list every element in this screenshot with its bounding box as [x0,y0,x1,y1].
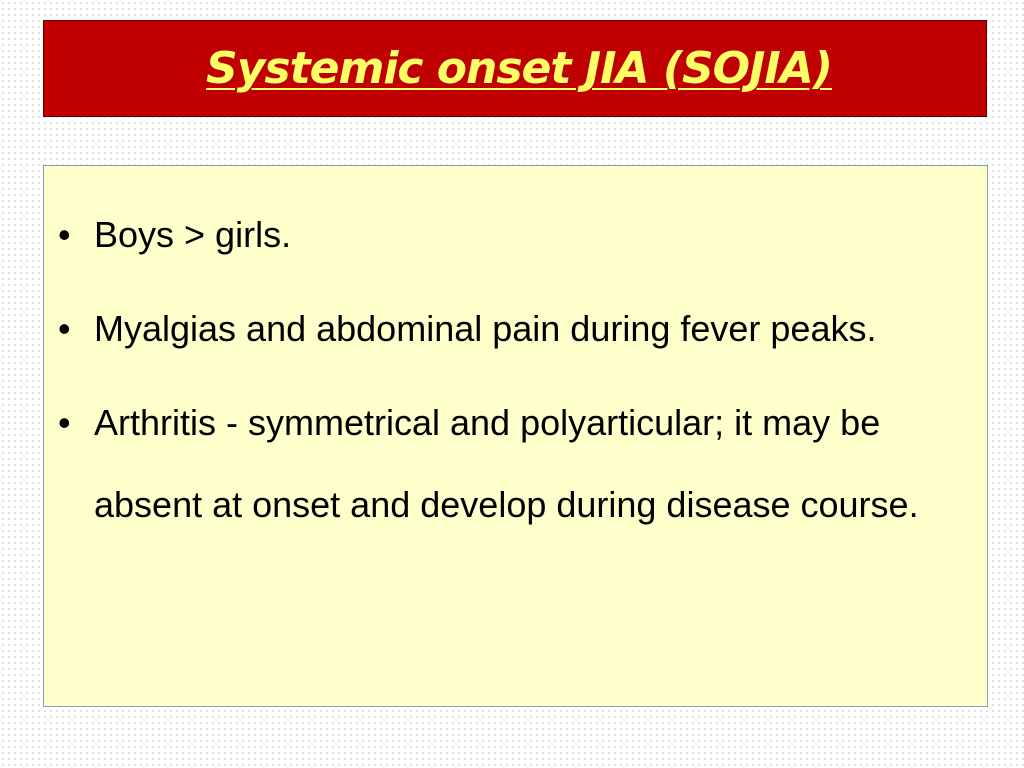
bullet-text: Boys > girls. [94,214,292,255]
bullet-icon: • [58,402,71,443]
bullet-item-sex-ratio [44,194,987,276]
bullet-icon: • [58,214,71,255]
content-panel [43,165,988,707]
bullet-item-arthritis [44,382,987,546]
slide-title: Systemic onset JIA (SOJIA) [206,43,832,94]
bullet-list [44,194,987,558]
bullet-text: Myalgias and abdominal pain during fever peaks. [94,308,877,349]
title-banner [43,20,987,117]
bullet-item-myalgias [44,288,987,370]
bullet-icon: • [58,308,71,349]
bullet-text: Arthritis - symmetrical and polyarticular; it may be absent at onset and develop during disease course. [94,402,919,525]
